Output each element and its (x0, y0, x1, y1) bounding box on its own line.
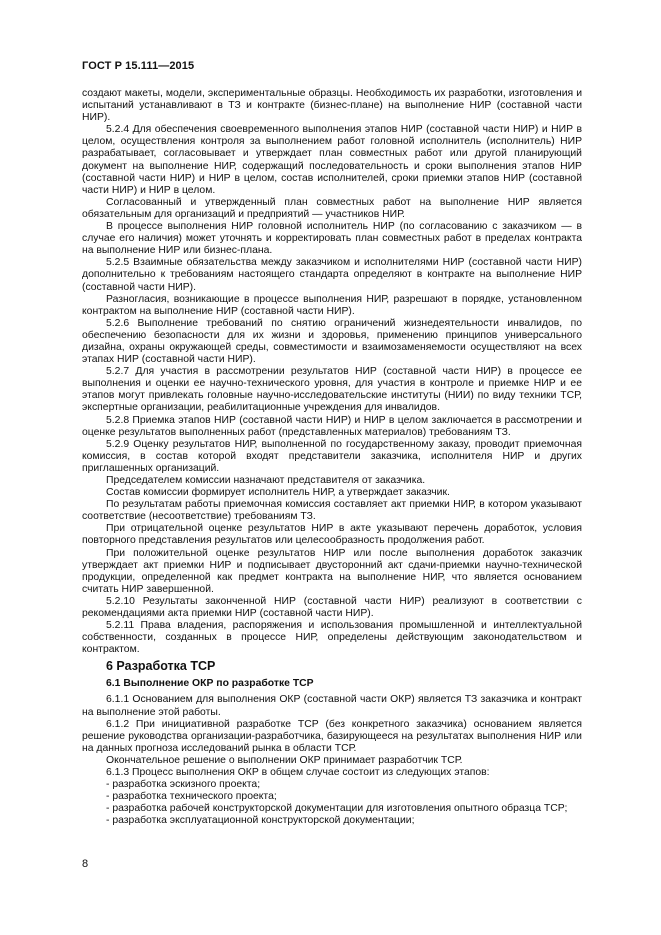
paragraph: Разногласия, возникающие в процессе выполнения НИР, разрешают в порядке, установленном контрактом на выполнение НИР (составной части НИР). (82, 293, 582, 317)
paragraph: 5.2.9 Оценку результатов НИР, выполненной по государственному заказу, проводит приемочная комиссия, в состав которой входят представители заказчика, исполнителя НИР и других приглашенных организаций. (82, 438, 582, 474)
section-heading: 6 Разработка ТСР (106, 659, 216, 674)
paragraph: При положительной оценке результатов НИР или после выполнения доработок заказчик утверждает акт приемки НИР и подписывает двусторонний акт сдачи-приемки научно-технической продукции, определенной как предмет контракта на выполнение НИР, что является основанием считать НИР завершенной. (82, 547, 582, 595)
paragraph: 6.1.3 Процесс выполнения ОКР в общем случае состоит из следующих этапов: (106, 766, 490, 778)
subsection-heading: 6.1 Выполнение ОКР по разработке ТСР (106, 678, 314, 690)
page-number: 8 (82, 858, 89, 870)
paragraph: По результатам работы приемочная комиссия составляет акт приемки НИР, в котором указывают соответствие (несоответствие) требованиям ТЗ. (82, 499, 582, 523)
list-item: - разработка рабочей конструкторской документации для изготовления опытного образца ТСР; (106, 803, 568, 815)
paragraph: При отрицательной оценке результатов НИР в акте указывают перечень доработок, условия повторного представления результатов или целесообразность продолжения работ. (82, 523, 582, 547)
paragraph: 5.2.8 Приемка этапов НИР (составной части НИР) и НИР в целом заключается в рассмотрении и оценке результатов выполненных работ (представленных материалов) требованиям ТЗ. (82, 414, 582, 438)
paragraph: 5.2.7 Для участия в рассмотрении результатов НИР (составной части НИР) в процессе ее выполнения и оценки ее научно-технического уровня, для участия в контроле и приемке НИР и ее этапов могут привлекать головные научно-исследовательские институты (НИИ) по виду техники ТСР, экспертные организации, реабилитационные учреждения для инвалидов. (82, 366, 582, 414)
paragraph: 5.2.10 Результаты законченной НИР (составной части НИР) реализуют в соответствии с рекомендациями акта приемки НИР (составной части НИР). (82, 595, 582, 620)
page-body (82, 88, 582, 827)
paragraph: 5.2.5 Взаимные обязательства между заказчиком и исполнителями НИР (составной части НИР) дополнительно к требованиям настоящего стандарта определяют в контракте на выполнение НИР (составной части НИР). (82, 257, 582, 293)
paragraph: 6.1.2 При инициативной разработке ТСР (без конкретного заказчика) основанием является решение руководства организации-разработчика, базирующееся на результатах выполнения НИР или на данных прогноза исследований рынка в области ТСР. (82, 718, 582, 754)
list-item: - разработка технического проекта; (106, 791, 277, 803)
paragraph: 5.2.11 Права владения, распоряжения и использования промышленной и интеллектуальной собственности, созданных в процессе НИР, определены действующим законодательством и контрактом. (82, 620, 582, 656)
document-header: ГОСТ Р 15.111—2015 (82, 60, 195, 72)
list-item: - разработка эскизного проекта; (106, 779, 261, 791)
paragraph: В процессе выполнения НИР головной исполнитель НИР (по согласованию с заказчиком — в случае его наличия) может уточнять и корректировать план совместных работ в пределах контракта на выполнение НИР или бизнес-плана. (82, 221, 582, 257)
paragraph: Председателем комиссии назначают представителя от заказчика. (106, 475, 426, 486)
paragraph: Состав комиссии формирует исполнитель НИР, а утверждает заказчик. (106, 487, 450, 499)
paragraph: 5.2.6 Выполнение требований по снятию ограничений жизнедеятельности инвалидов, по обеспечению безопасности для их жизни и здоровья, применению принципов универсального дизайна, охраны окружающей среды, совместимости и взаимозаменяемости осуществляют на всех этапах НИР (составной части НИР). (82, 317, 582, 366)
paragraph: 5.2.4 Для обеспечения своевременного выполнения этапов НИР (составной части НИР) и НИР в целом, осуществления контроля за выполнением работ головной исполнитель (исполнитель) НИР разрабатывает, согласовывает и утверждает план совместных работ или другой планирующий документ на выполнение НИР, содержащий последовательность и сроки выполнения этапов НИР (составной части НИР) и НИР в целом, состав исполнителей, сроки приемки этапов НИР (составной части НИР) и НИР в целом. (82, 124, 582, 196)
paragraph: 6.1.1 Основанием для выполнения ОКР (составной части ОКР) является ТЗ заказчика и контракт на выполнение этой работы. (82, 694, 582, 718)
list-item: - разработка эксплуатационной конструкторской документации; (106, 815, 415, 827)
paragraph: создают макеты, модели, экспериментальные образцы. Необходимость их разработки, изготовления и испытаний устанавливают в ТЗ и контракте (бизнес-плане) на выполнение НИР (составной части НИР). (82, 88, 582, 124)
paragraph: Согласованный и утвержденный план совместных работ на выполнение НИР является обязательным для организаций и предприятий — участников НИР. (82, 196, 582, 220)
paragraph: Окончательное решение о выполнении ОКР принимает разработчик ТСР. (106, 754, 463, 766)
